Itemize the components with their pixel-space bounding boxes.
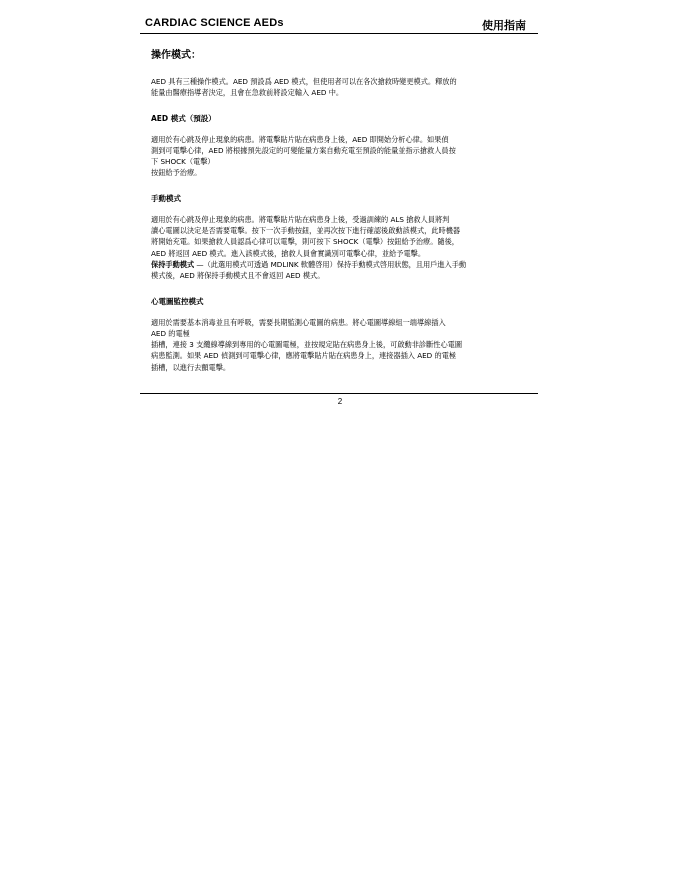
aed-mode-title: AED 模式（預設） [151, 113, 216, 123]
ecg-mode-line: 插槽，連接 3 支纜線導線到專用的心電圖電極，並按規定貼在病患身上後，可啟動非診斷性心電圖 [151, 340, 463, 350]
aed-mode-line: 測到可電擊心律，AED 將根據預先設定的可變能量方案自動充電至預設的能量並指示搶救人員按 [151, 145, 456, 155]
manual-mode-line: 適用於有心跳及停止現象的病患。將電擊貼片貼在病患身上後，受過訓練的 ALS 搶救人員將判 [151, 214, 450, 224]
hold-manual-mode-label: 保持手動模式 [151, 259, 195, 269]
header-brand: CARDIAC SCIENCE AEDs [145, 17, 284, 29]
manual-mode-line: 將開始充電。如果搶救人員認爲心律可以電擊，則可按下 SHOCK（電擊）按鈕給予治療。隨後， [151, 237, 459, 247]
hold-manual-mode-text: 模式後，AED 將保持手動模式且不會返回 AED 模式。 [151, 271, 325, 281]
hold-manual-mode-text: —（此選用模式可透過 MDLINK 軟體啓用）保持手動模式啓用狀態，且用戶進入手動 [194, 259, 467, 269]
aed-mode-line: 下 SHOCK（電擊） [151, 157, 215, 167]
manual-mode-title: 手動模式 [151, 193, 181, 203]
manual-mode-line: 讀心電圖以決定是否需要電擊。按下一次手動按鈕，並再次按下進行確認後啟動該模式，此時機器 [151, 226, 461, 236]
ecg-mode-title: 心電圖監控模式 [151, 296, 204, 306]
ecg-mode-paragraph [151, 317, 533, 373]
footer-rule [140, 393, 538, 394]
intro-paragraph [151, 76, 533, 99]
manual-mode-line: AED 將返回 AED 模式。進入該模式後，搶救人員會實識別可電擊心律，並給予電擊。 [151, 248, 426, 258]
intro-line: AED 具有三種操作模式。AED 預設爲 AED 模式，但使用者可以在各次搶救時變更模式。釋放的 [151, 77, 457, 86]
aed-mode-paragraph [151, 134, 533, 179]
intro-line: 能量由醫療指導者決定，且會在急救前將設定輸入 AED 中。 [151, 88, 344, 98]
ecg-mode-line: 病患監測。如果 AED 偵測到可電擊心律，應將電擊貼片貼在病患身上，連接器插入 AED 的電極 [151, 351, 457, 361]
aed-mode-line: 適用於有心跳及停止現象的病患。將電擊貼片貼在病患身上後，AED 即開始分析心律。如果偵 [151, 134, 449, 144]
aed-mode-line: 按鈕給予治療。 [151, 168, 202, 178]
ecg-mode-line: 適用於需要基本消毒並且有呼吸，需要長期監測心電圖的病患。將心電圖導線組一端導線插入 [151, 317, 446, 327]
manual-mode-paragraph [151, 214, 533, 282]
ecg-mode-line: 插槽，以進行去顫電擊。 [151, 362, 231, 372]
page-content [151, 46, 533, 373]
page-number: 2 [337, 397, 343, 406]
ecg-mode-line: AED 的電極 [151, 328, 190, 338]
section-title: 操作模式： [151, 50, 201, 61]
header-guide-title: 使用指南 [482, 19, 526, 32]
page-header [140, 14, 538, 34]
